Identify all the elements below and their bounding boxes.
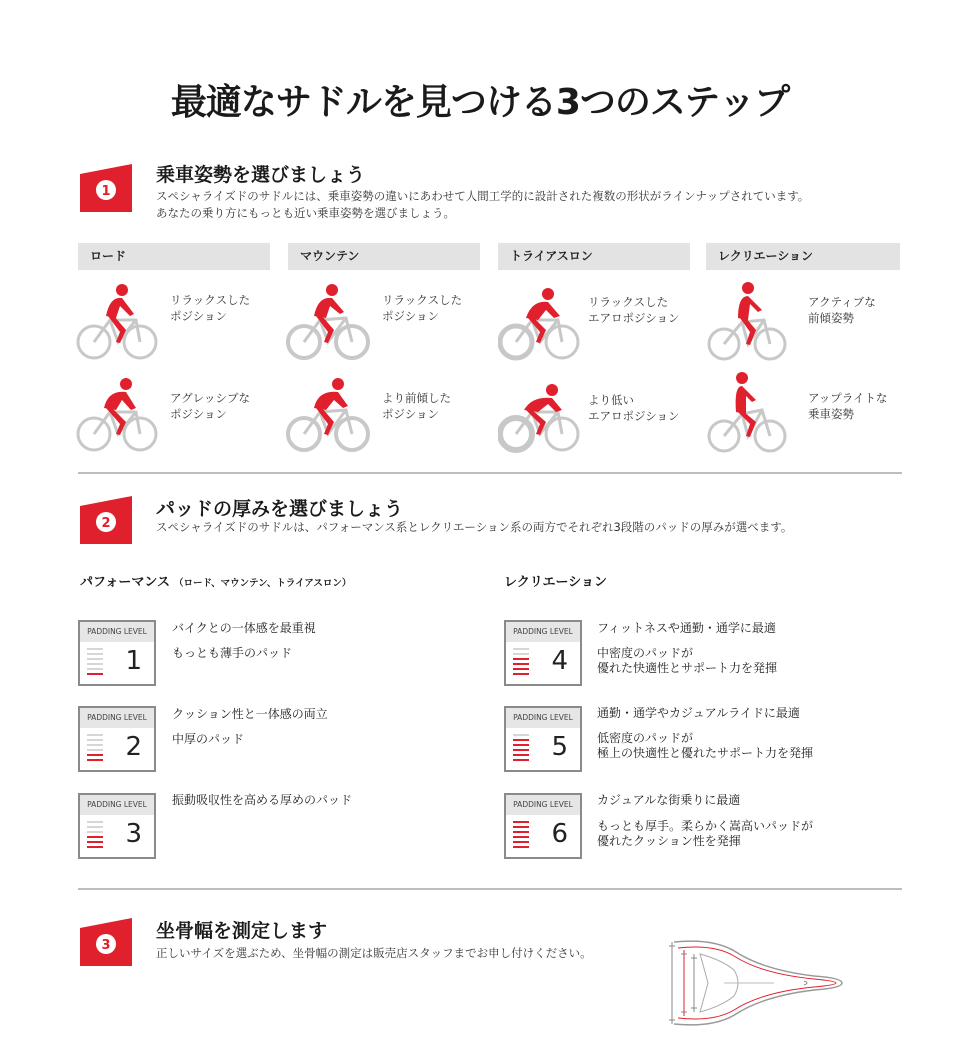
road-aggressive-rider-icon [76,372,160,454]
padding-bar [87,749,103,751]
triathlon-relaxed-aero-rider-icon [498,280,582,362]
padding-bar [87,826,103,828]
page-title: 最適なサドルを見つける3つのステップ [170,82,790,123]
padding-level-2-line2: 中厚のパッド [172,732,245,746]
padding-bar [87,739,103,741]
triathlon-low-aero-rider-icon [498,372,582,454]
padding-bar [513,846,529,848]
padding-bar [513,673,529,675]
padding-level-number: 6 [551,819,568,849]
padding-level-6-line2: もっとも厚手。柔らかく嵩高いパッドが [597,819,814,833]
padding-bar [513,841,529,843]
category-mountain: マウンテン [288,243,480,270]
road-position-2-label: アグレッシブな ポジション [170,391,251,421]
step-1-desc-line1: スペシャライズドのサドルには、乗車姿勢の違いにあわせて人間工学的に設計された複数の形状がラインナップされています。 [156,189,810,203]
padding-bar [87,759,103,761]
step-3-badge [78,916,134,968]
padding-level-tag: PADDING LEVEL [506,622,580,642]
padding-level-1-box [78,620,156,686]
padding-level-tag: PADDING LEVEL [80,622,154,642]
padding-level-1-line1: バイクとの一体感を最重視 [172,621,316,635]
section-divider-2 [78,888,902,890]
step-1-heading: 乗車姿勢を選びましょう [156,164,366,186]
padding-level-3-box [78,793,156,859]
road-position-1-label: リラックスした ポジション [170,293,251,323]
padding-bar [513,821,529,823]
padding-bar [87,846,103,848]
padding-level-number: 5 [551,732,568,762]
padding-level-bars [513,821,529,851]
padding-bar [87,673,103,675]
step-1-badge [78,162,134,214]
padding-level-tag: PADDING LEVEL [506,795,580,815]
padding-level-6-line3: 優れたクッション性を発揮 [597,834,741,848]
padding-bar [87,836,103,838]
padding-bar [513,836,529,838]
step-2-badge [78,494,134,546]
padding-bar [513,734,529,736]
recreation-active-rider-icon [706,280,790,362]
padding-level-number: 3 [125,819,142,849]
step-3-heading: 坐骨幅を測定します [156,920,328,942]
padding-bar [513,663,529,665]
padding-level-3-line1: 振動吸収性を高める厚めのパッド [172,793,353,807]
padding-level-5-line3: 極上の快適性と優れたサポート力を発揮 [597,746,814,760]
padding-level-bars [87,648,103,678]
padding-level-2-box [78,706,156,772]
padding-bar [513,749,529,751]
padding-level-2-line1: クッション性と一体感の両立 [172,707,328,721]
road-relaxed-rider-icon [76,280,160,362]
padding-bar [87,841,103,843]
padding-level-bars [513,734,529,764]
mountain-position-2-label: より前傾した ポジション [382,391,451,421]
padding-level-5-line2: 低密度のパッドが [597,731,694,745]
padding-bar [513,744,529,746]
section-divider-1 [78,472,902,474]
recreation-group-heading: レクリエーション [504,575,607,590]
padding-bar [87,648,103,650]
triathlon-position-1-label: リラックスした エアロポジション [588,295,680,325]
step-3-number: 3 [101,938,111,953]
padding-level-tag: PADDING LEVEL [506,708,580,728]
performance-group-heading: パフォーマンス （ロード、マウンテン、トライアスロン） [80,575,352,590]
recreation-upright-rider-icon [706,372,790,454]
step-1-desc-line2: あなたの乗り方にもっとも近い乗車姿勢を選びましょう。 [156,206,455,220]
padding-bar [87,831,103,833]
padding-bar [87,744,103,746]
padding-bar [513,826,529,828]
mountain-forward-rider-icon [286,372,370,454]
padding-bar [87,658,103,660]
step-2-number: 2 [101,516,111,531]
padding-level-bars [513,648,529,678]
padding-bar [513,739,529,741]
saddle-width-icon [664,936,844,1028]
padding-level-4-box [504,620,582,686]
padding-level-6-line1: カジュアルな街乗りに最適 [597,793,741,807]
padding-bar [513,653,529,655]
padding-bar [87,653,103,655]
padding-bar [513,754,529,756]
category-road: ロード [78,243,270,270]
padding-level-4-line2: 中密度のパッドが [597,646,694,660]
padding-level-1-line2: もっとも薄手のパッド [172,646,293,660]
step-1-number: 1 [101,184,111,199]
padding-bar [513,648,529,650]
recreation-position-1-label: アクティブな 前傾姿勢 [808,295,876,325]
padding-bar [513,831,529,833]
padding-level-tag: PADDING LEVEL [80,708,154,728]
padding-level-5-line1: 通勤・通学やカジュアルライドに最適 [597,706,800,720]
padding-bar [87,663,103,665]
padding-level-tag: PADDING LEVEL [80,795,154,815]
padding-bar [513,668,529,670]
mountain-relaxed-rider-icon [286,280,370,362]
recreation-position-2-label: アップライトな 乗車姿勢 [808,391,888,421]
padding-level-bars [87,734,103,764]
padding-bar [513,658,529,660]
padding-bar [87,754,103,756]
padding-bar [87,734,103,736]
padding-level-5-box [504,706,582,772]
padding-level-6-box [504,793,582,859]
padding-level-number: 2 [125,732,142,762]
padding-bar [87,821,103,823]
category-triathlon: トライアスロン [498,243,690,270]
padding-level-bars [87,821,103,851]
step-2-desc: スペシャライズドのサドルは、パフォーマンス系とレクリエーション系の両方でそれぞれ3段階のパッドの厚みが選べます。 [156,520,793,534]
category-recreation: レクリエーション [706,243,900,270]
padding-bar [513,759,529,761]
step-3-desc: 正しいサイズを選ぶため、坐骨幅の測定は販売店スタッフまでお申し付けください。 [156,946,592,960]
triathlon-position-2-label: より低い エアロポジション [588,393,680,423]
padding-level-4-line1: フィットネスや通勤・通学に最適 [597,621,776,635]
mountain-position-1-label: リラックスした ポジション [382,293,463,323]
padding-bar [87,668,103,670]
padding-level-4-line3: 優れた快適性とサポート力を発揮 [597,661,778,675]
padding-level-number: 1 [125,646,142,676]
padding-level-number: 4 [551,646,568,676]
step-2-heading: パッドの厚みを選びましょう [156,498,404,520]
